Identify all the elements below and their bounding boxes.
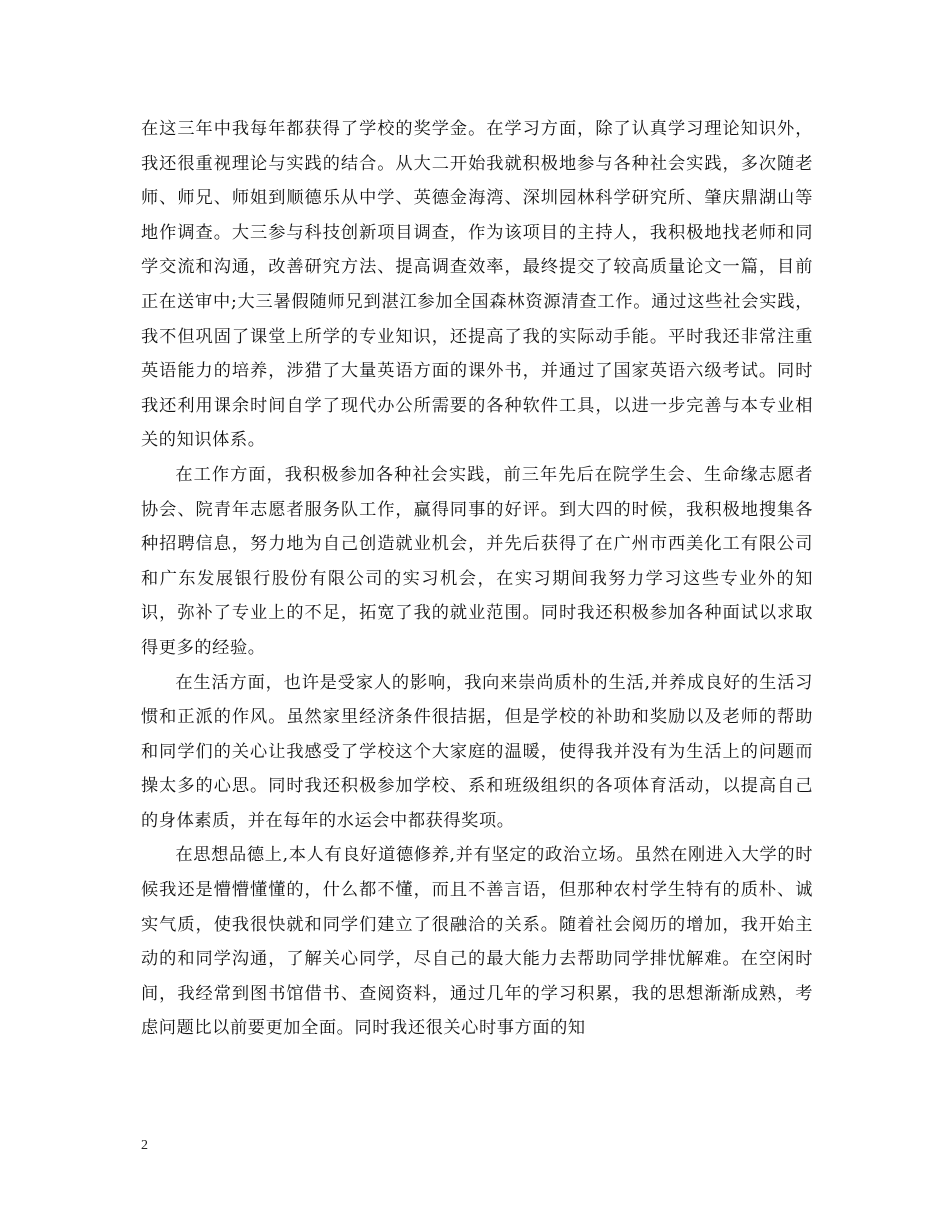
paragraph-life: 在生活方面，也许是受家人的影响，我向来崇尚质朴的生活,并养成良好的生活习惯和正派的作风。虽然家里经济条件很拮据，但是学校的补助和奖励以及老师的帮助和同学们的关心让我感受了学校这个大家庭的温暖，使得我并没有为生活上的问题而操太多的心思。同时我还积极参加学校、系和班级组织的各项体育活动，以提高自己的身体素质，并在每年的水运会中都获得奖项。 xyxy=(141,672,813,831)
paragraph-study: 在这三年中我每年都获得了学校的奖学金。在学习方面，除了认真学习理论知识外，我还很重视理论与实践的结合。从大二开始我就积极地参与各种社会实践，多次随老师、师兄、师姐到顺德乐从中学、英德金海湾、深圳园林科学研究所、肇庆鼎湖山等地作调查。大三参与科技创新项目调查，作为该项目的主持人，我积极地找老师和同学交流和沟通，改善研究方法、提高调查效率，最终提交了较高质量论文一篇，目前正在送审中;大三暑假随师兄到湛江参加全国森林资源清查工作。通过这些社会实践，我不但巩固了课堂上所学的专业知识，还提高了我的实际动手能。平时我还非常注重英语能力的培养，涉猎了大量英语方面的课外书，并通过了国家英语六级考试。同时我还利用课余时间自学了现代办公所需要的各种软件工具，以进一步完善与本专业相关的知识体系。 xyxy=(141,119,813,451)
paragraph-work: 在工作方面，我积极参加各种社会实践，前三年先后在院学生会、生命缘志愿者协会、院青年志愿者服务队工作，赢得同事的好评。到大四的时候，我积极地搜集各种招聘信息，努力地为自己创造就业机会，并先后获得了在广州市西美化工有限公司和广东发展银行股份有限公司的实习机会，在实习期间我努力学习这些专业外的知识，弥补了专业上的不足，拓宽了我的就业范围。同时我还积极参加各种面试以求取得更多的经验。 xyxy=(141,464,813,658)
paragraph-morality: 在思想品德上,本人有良好道德修养,并有坚定的政治立场。虽然在刚进入大学的时候我还是懵懵懂懂的，什么都不懂，而且不善言语，但那种农村学生特有的质朴、诚实气质，使我很快就和同学们建立了很融洽的关系。随着社会阅历的增加，我开始主动的和同学沟通，了解关心同学，尽自己的最大能力去帮助同学排忧解难。在空闲时间，我经常到图书馆借书、查阅资料，通过几年的学习积累，我的思想渐渐成熟，考虑问题比以前要更加全面。同时我还很关心时事方面的知 xyxy=(141,845,813,1039)
document-body xyxy=(141,112,813,1046)
page-number: 2 xyxy=(141,1138,148,1153)
